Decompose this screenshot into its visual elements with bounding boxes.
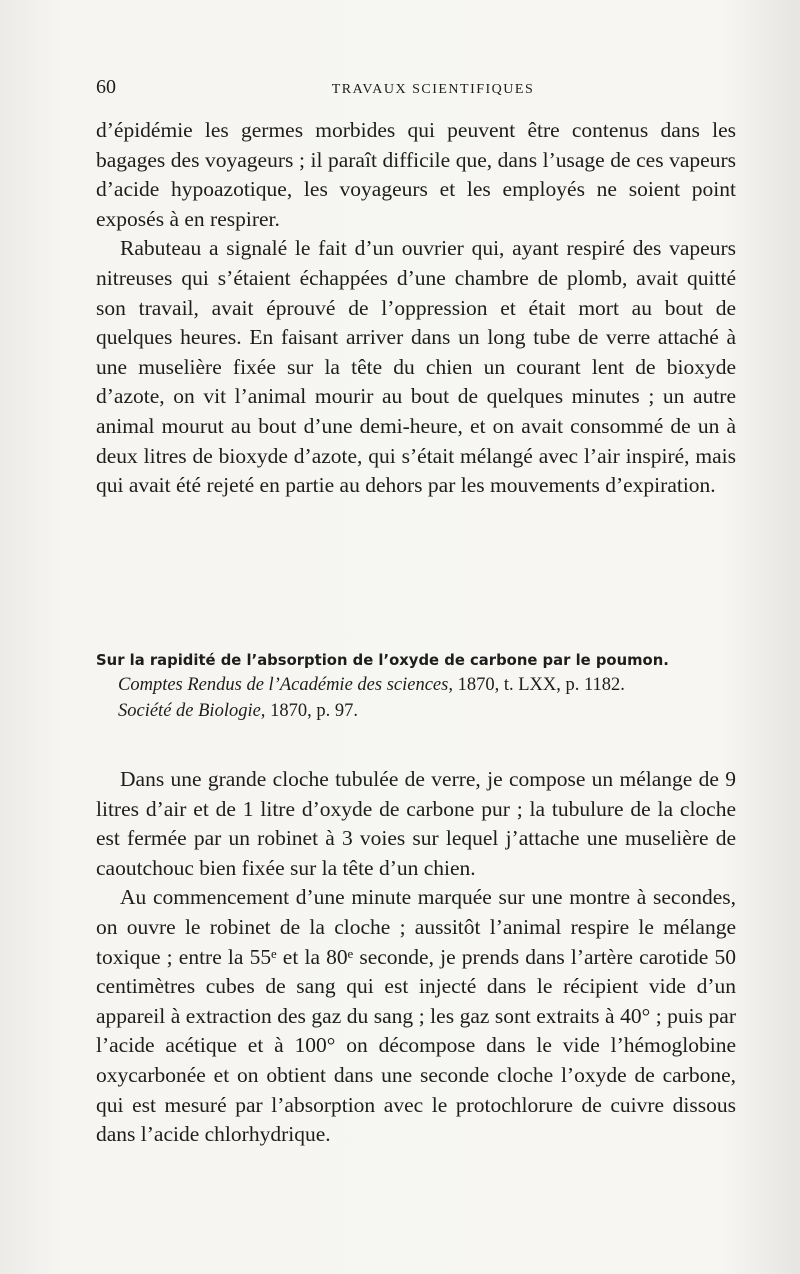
text-block-bottom [96,765,736,1150]
running-title: TRAVAUX SCIENTIFIQUES [331,82,535,97]
paragraph-rabuteau: Rabuteau a signalé le fait d’un ouvrier qui, ayant respiré des vapeurs nitreuses qui s’étaient échappées d’une chambre de plomb, avait quitté son travail, avait éprouvé de l’oppression et était mort au bout de quelques heures. En faisant arriver dans un long tube de verre attaché à une muselière fixée sur la tête du chien un courant lent de bioxyde d’azote, on vit l’animal mourir au bout de quelques minutes ; un autre animal mourut au bout d’une demi-heure, et on avait consommé de un à deux litres de bioxyde d’azote, qui s’était mélangé avec l’air inspiré, mais qui avait été rejeté en partie au dehors par les mouvements d’expiration. [96,236,736,498]
paragraph-experiment-procedure: Au commencement d’une minute marquée sur une montre à secondes, on ouvre le robinet de la cloche ; aussitôt l’animal respire le mélange toxique ; entre la 55ᵉ et la 80ᵉ seconde, je prends dans l’artère carotide 50 centimètres cubes de sang qui est injecté dans le récipient vide d’un appareil à extraction des gaz du sang ; les gaz sont extraits à 40° ; puis par l’acide acétique et à 100° on décompose dans le vide l’hémoglobine oxycarbonée et on obtient dans une seconde cloche l’oxyde de carbone, qui est mesuré par l’absorption avec le protochlorure de cuivre dissous dans l’acide chlorhydrique. [96,885,736,1147]
text-block-top [96,116,736,501]
citation-societe-biologie [96,698,736,724]
article-title: Sur la rapidité de l’absorption de l’oxyde de carbone par le poumon. [96,652,669,669]
citation-journal: Comptes Rendus de l’Académie des sciences, [118,675,453,695]
page-header [96,76,736,102]
paragraph-experiment-setup: Dans une grande cloche tubulée de verre, je compose un mélange de 9 litres d’air et de 1 litre d’oxyde de carbone pur ; la tubulure de la cloche est fermée par un robinet à 3 voies sur lequel j’attache une muselière de caoutchouc bien fixée sur la tête d’un chien. [96,767,736,880]
citation-reference: 1870, p. 97. [265,701,358,721]
page-number: 60 [96,76,116,98]
article-heading [96,650,736,724]
citation-reference: 1870, t. LXX, p. 1182. [452,675,625,695]
citation-journal: Société de Biologie, [118,701,266,721]
citation-comptes-rendus [96,672,736,698]
paragraph-continued: d’épidémie les germes morbides qui peuvent être contenus dans les bagages des voyageurs ; il paraît difficile que, dans l’usage de ces vapeurs d’acide hypoazotique, les voyageurs et les employés ne soient point exposés à en respirer. [96,118,736,231]
